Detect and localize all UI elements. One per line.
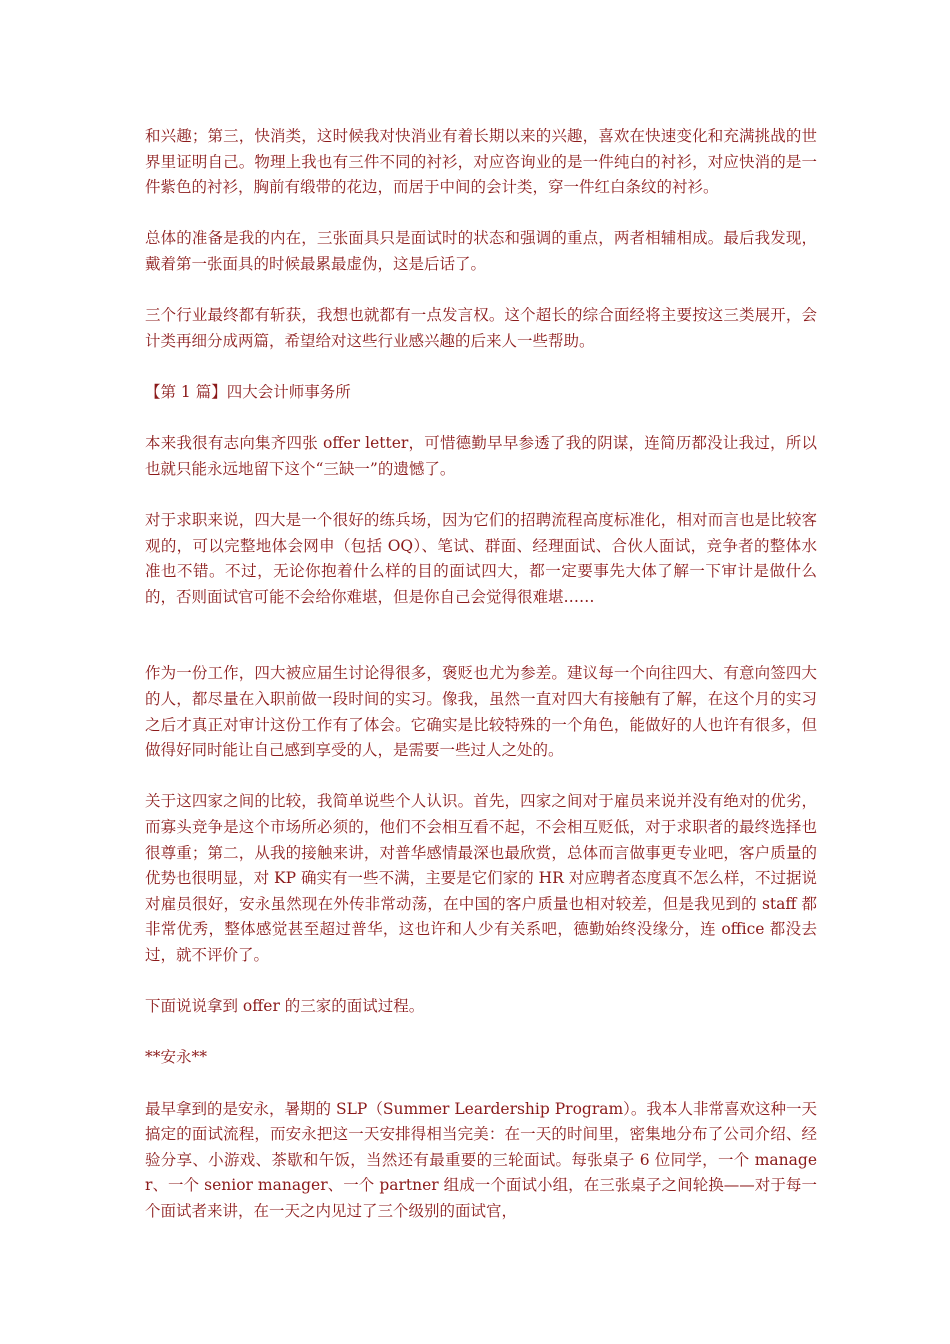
paragraph-offer-letters: 本来我很有志向集齐四张 offer letter，可惜德勤早早参透了我的阴谋，连简历都没让我过，所以也就只能永远地留下这个“三缺一”的遗憾了。 (145, 434, 817, 478)
paragraph-ey-slp: 最早拿到的是安永，暑期的 SLP（Summer Leardership Program）。我本人非常喜欢这种一天搞定的面试流程，而安永把这一天安排得相当完美：在一天的时间里，密集地分布了公司介绍、经验分享、小游戏、茶歇和午饭，当然还有最重要的三轮面试。每张桌子 6 位同学，一个 manager、一个 senior manager、一个 partner 组成一个面试小组，在三张桌子之间轮换——对于每一个面试者来讲，在一天之内见过了三个级别的面试官， (145, 1099, 817, 1220)
document-page (145, 124, 817, 1250)
paragraph-preparation: 总体的准备是我的内在，三张面具只是面试时的状态和强调的重点，两者相辅相成。最后我发现，戴着第一张面具的时候最累最虚伪，这是后话了。 (145, 229, 817, 273)
subheading-ey: **安永** (145, 1048, 208, 1067)
section-heading: 【第 1 篇】四大会计师事务所 (145, 382, 351, 401)
paragraph-interests: 和兴趣；第三，快消类，这时候我对快消业有着长期以来的兴趣，喜欢在快速变化和充满挑战的世界里证明自己。物理上我也有三件不同的衬衫，对应咨询业的是一件纯白的衬衫，对应快消的是一件紫色的衬衫，胸前有缎带的花边，而居于中间的会计类，穿一件红白条纹的衬衫。 (145, 127, 817, 197)
paragraph-comparison: 关于这四家之间的比较，我简单说些个人认识。首先，四家之间对于雇员来说并没有绝对的优劣，而寡头竞争是这个市场所必须的，他们不会相互看不起，不会相互贬低，对于求职者的最终选择也很尊重；第二，从我的接触来讲，对普华感情最深也最欣赏，总体而言做事更专业吧，客户质量的优势也很明显，对 KP 确实有一些不满，主要是它们家的 HR 对应聘者态度真不怎么样，不过据说对雇员很好，安永虽然现在外传非常动荡，在中国的客户质量也相对较差，但是我见到的 staff 都非常优秀，整体感觉甚至超过普华，这也许和人少有关系吧，德勤始终没缘分，连 office 都没去过，就不评价了。 (145, 792, 817, 964)
paragraph-training-ground: 对于求职来说，四大是一个很好的练兵场，因为它们的招聘流程高度标准化，相对而言也是比较客观的，可以完整地体会网申（包括 OQ）、笔试、群面、经理面试、合伙人面试，竞争者的整体水准也不错。不过，无论你抱着什么样的目的面试四大，都一定要事先大体了解一下审计是做什么的，否则面试官可能不会给你难堪，但是你自己会觉得很难堪…… (145, 510, 817, 606)
paragraph-intro-process: 下面说说拿到 offer 的三家的面试过程。 (145, 997, 425, 1016)
paragraph-overview: 三个行业最终都有斩获，我想也就都有一点发言权。这个超长的综合面经将主要按这三类展开，会计类再细分成两篇，希望给对这些行业感兴趣的后来人一些帮助。 (145, 306, 817, 350)
paragraph-as-a-job: 作为一份工作，四大被应届生讨论得很多，褒贬也尤为参差。建议每一个向往四大、有意向签四大的人，都尽量在入职前做一段时间的实习。像我，虽然一直对四大有接触有了解，在这个月的实习之后才真正对审计这份工作有了体会。它确实是比较特殊的一个角色，能做好的人也许有很多，但做得好同时能让自己感到享受的人，是需要一些过人之处的。 (145, 664, 817, 760)
